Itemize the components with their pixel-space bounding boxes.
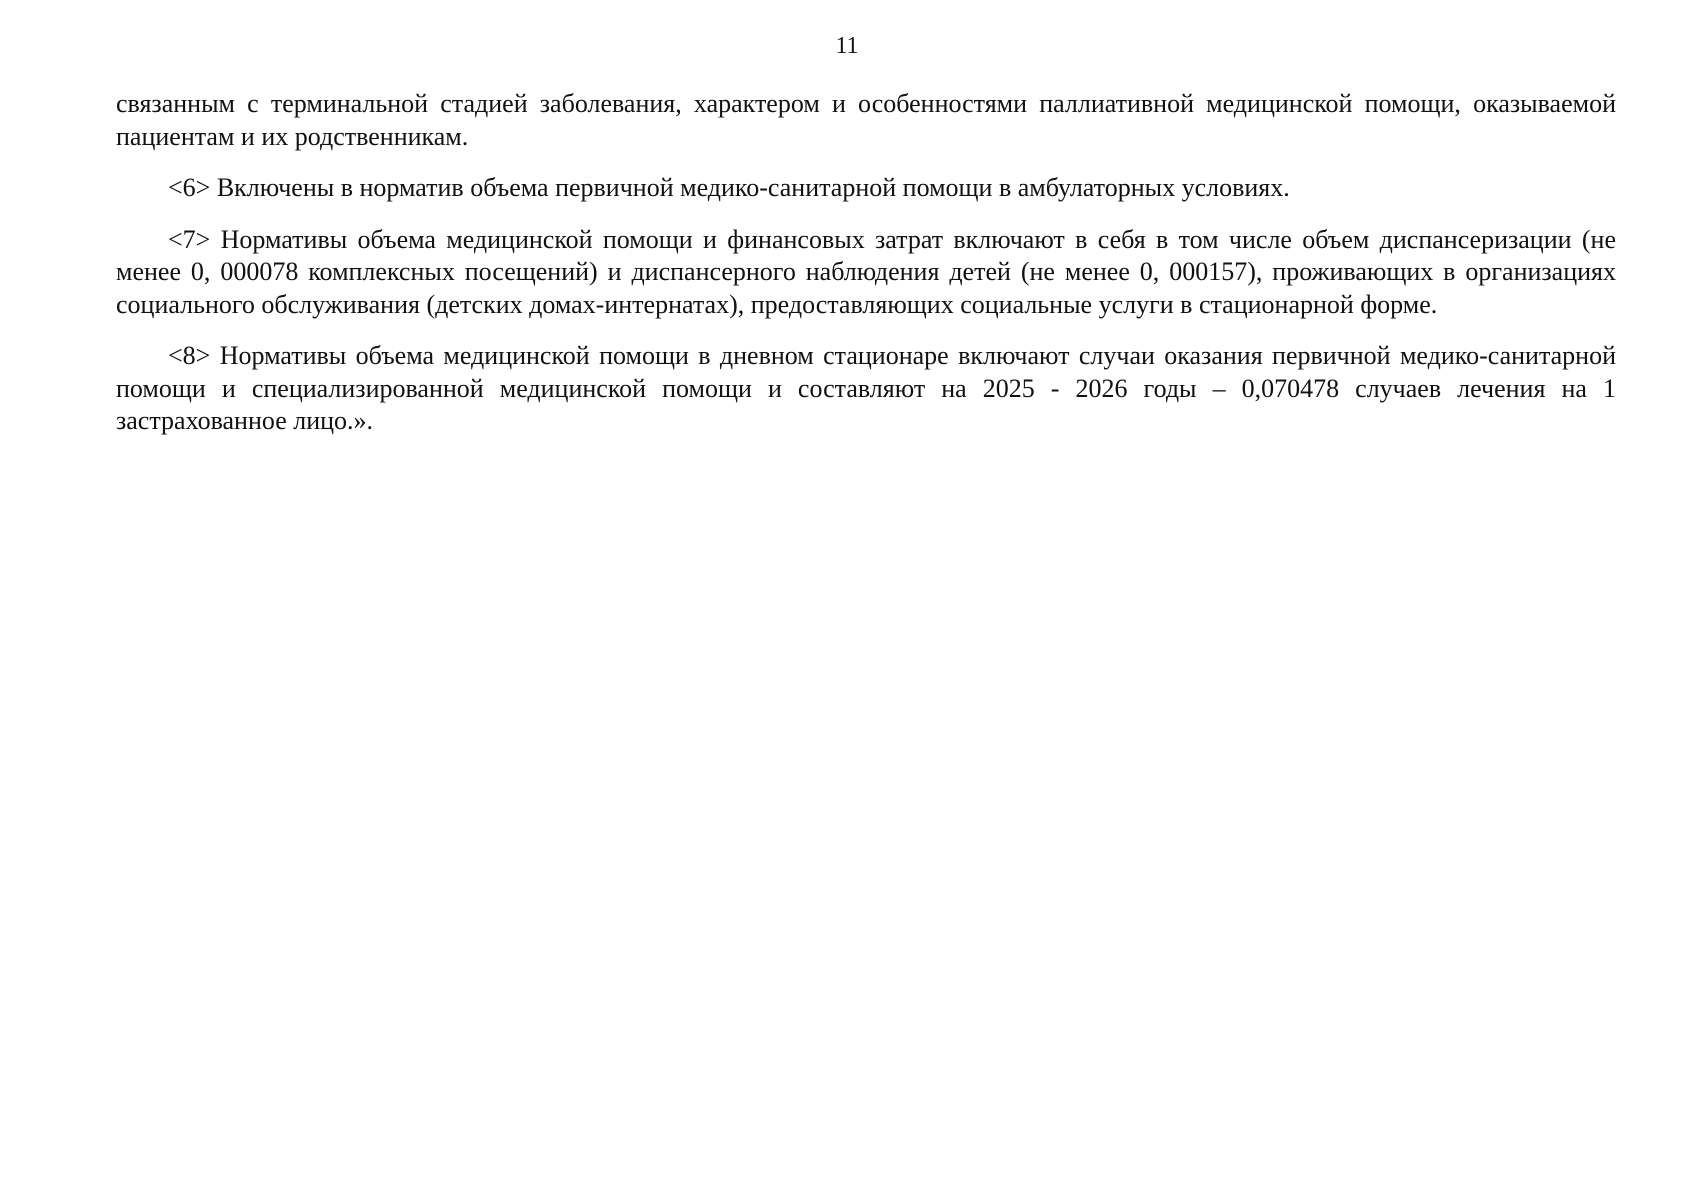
footnote-6: <6> Включены в норматив объема первичной медико-санитарной помощи в амбулаторных условиях. xyxy=(168,173,1290,202)
paragraph-continuation: связанным с терминальной стадией заболевания, характером и особенностями паллиативной медицинской помощи, оказываемой пациентам и их родственникам. xyxy=(116,89,1616,151)
footnote-8: <8> Нормативы объема медицинской помощи в дневном стационаре включают случаи оказания первичной медико-санитарной помощи и специализированной медицинской помощи и составляют на 2025 - 2026 годы – 0,070478 случаев лечения на 1 застрахованное лицо.». xyxy=(116,341,1616,435)
document-body xyxy=(116,88,1616,457)
page-number: 11 xyxy=(835,33,859,59)
footnote-7: <7> Нормативы объема медицинской помощи и финансовых затрат включают в себя в том числе объем диспансеризации (не менее 0, 000078 комплексных посещений) и диспансерного наблюдения детей (не менее 0, 000157), проживающих в организациях социального обслуживания (детских домах-интернатах), предоставляющих социальные услуги в стационарной форме. xyxy=(116,224,1616,319)
